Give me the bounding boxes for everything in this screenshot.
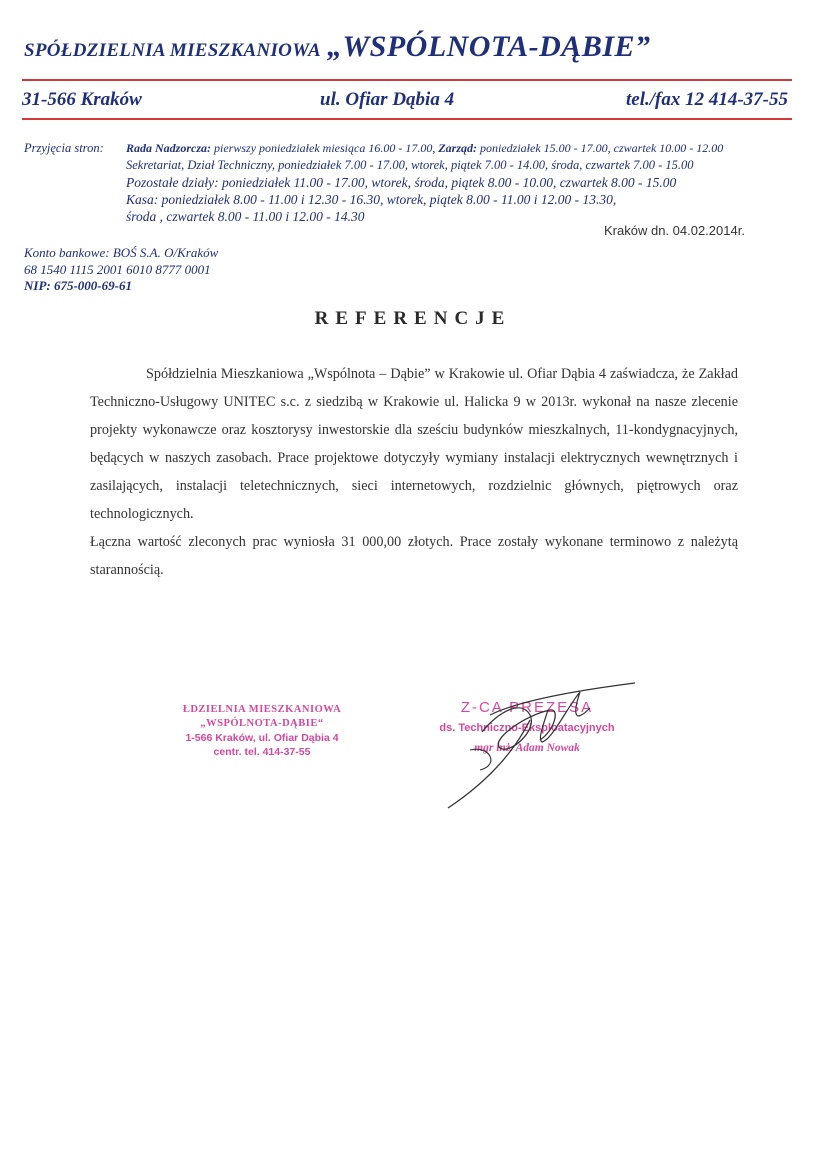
header-rule-bottom [22,118,792,120]
address-phone: tel./fax 12 414-37-55 [625,89,788,110]
tax-id: NIP: 675-000-69-61 [24,278,132,293]
header-rule-top [22,79,792,81]
stamp-line-1: ŁDZIELNIA MIESZKANIOWA [182,704,342,715]
letter-body [90,360,738,584]
office-hours-line-3: Pozostałe działy: poniedziałek 11.00 - 17.00, wtorek, środa, piątek 8.00 - 10.00, czwartek 8.00 - 15.00 [126,175,677,190]
address-bar [22,89,792,111]
stamp-line-3: 1-566 Kraków, ul. Ofiar Dąbia 4 [185,732,339,744]
address-city: 31-566 Kraków [22,89,142,110]
bank-details [24,245,218,295]
management-label: Zarząd: [438,141,477,155]
document-date: Kraków dn. 04.02.2014r. [604,223,745,238]
organization-title: „WSPÓLNOTA-DĄBIE” [326,30,651,63]
organization-name [24,30,804,64]
organization-stamp [162,703,362,759]
bank-name: Konto bankowe: BOŚ S.A. O/Kraków [24,245,219,260]
document-title: REFERENCJE [314,308,512,329]
address-street: ul. Ofiar Dąbia 4 [320,89,455,110]
office-hours [126,140,723,225]
handwritten-signature [430,670,650,820]
organization-type: SPÓŁDZIELNIA MIESZKANIOWA [24,40,321,61]
office-hours-line-4: Kasa: poniedziałek 8.00 - 11.00 i 12.30 - 16.30, wtorek, piątek 8.00 - 11.00 i 12.00 - 13.30, [126,192,617,207]
office-hours-line-1 [126,140,723,157]
body-paragraph-1: Spółdzielnia Mieszkaniowa „Wspólnota – Dąbie” w Krakowie ul. Ofiar Dąbia 4 zaświadcza, że Zakład Techniczno-Usługowy UNITEC s.c. z siedzibą w Krakowie ul. Halicka 9 w 2013r. wykonał na nasze zlecenie projekty wykonawcze oraz kosztorysy inwestorskie dla sześciu budynków mieszkalnych, 11-kondygnacyjnych, będących w naszych zasobach. Prace projektowe dotyczyły wymiany instalacji elektrycznych wewnętrznych i zasilających, instalacji teletechnicznych, sieci internetowych, rozdzielnic głównych, piętrowych oraz technologicznych. [90,366,738,522]
office-hours-label: Przyjęcia stron: [24,141,104,155]
stamp-line-2: „WSPÓLNOTA-DĄBIE“ [200,718,324,729]
signatory-department: ds. Techniczno-Eksploatacyjnych [439,722,615,734]
signatory-position: Z-CA PREZESA [460,699,594,716]
stamp-line-4: centr. tel. 414-37-55 [213,746,311,758]
office-hours-line-5: środa , czwartek 8.00 - 11.00 i 12.00 - 14.30 [126,209,365,224]
signatory-name: mgr inż. Adam Nowak [474,742,580,754]
board-label: Rada Nadzorcza: [126,141,212,155]
bank-account: 68 1540 1115 2001 6010 8777 0001 [24,261,211,277]
office-hours-line-2: Sekretariat, Dział Techniczny, poniedziałek 7.00 - 17.00, wtorek, piątek 7.00 - 14.00, środa, czwartek 7.00 - 15.00 [126,158,694,172]
board-hours: pierwszy poniedziałek miesiąca 16.00 - 17.00, [214,141,436,155]
body-paragraph-2: Łączna wartość zleconych prac wyniosła 31 000,00 złotych. Prace zostały wykonane terminowo z należytą starannością. [90,534,738,578]
management-hours: poniedziałek 15.00 - 17.00, czwartek 10.00 - 12.00 [480,141,724,155]
